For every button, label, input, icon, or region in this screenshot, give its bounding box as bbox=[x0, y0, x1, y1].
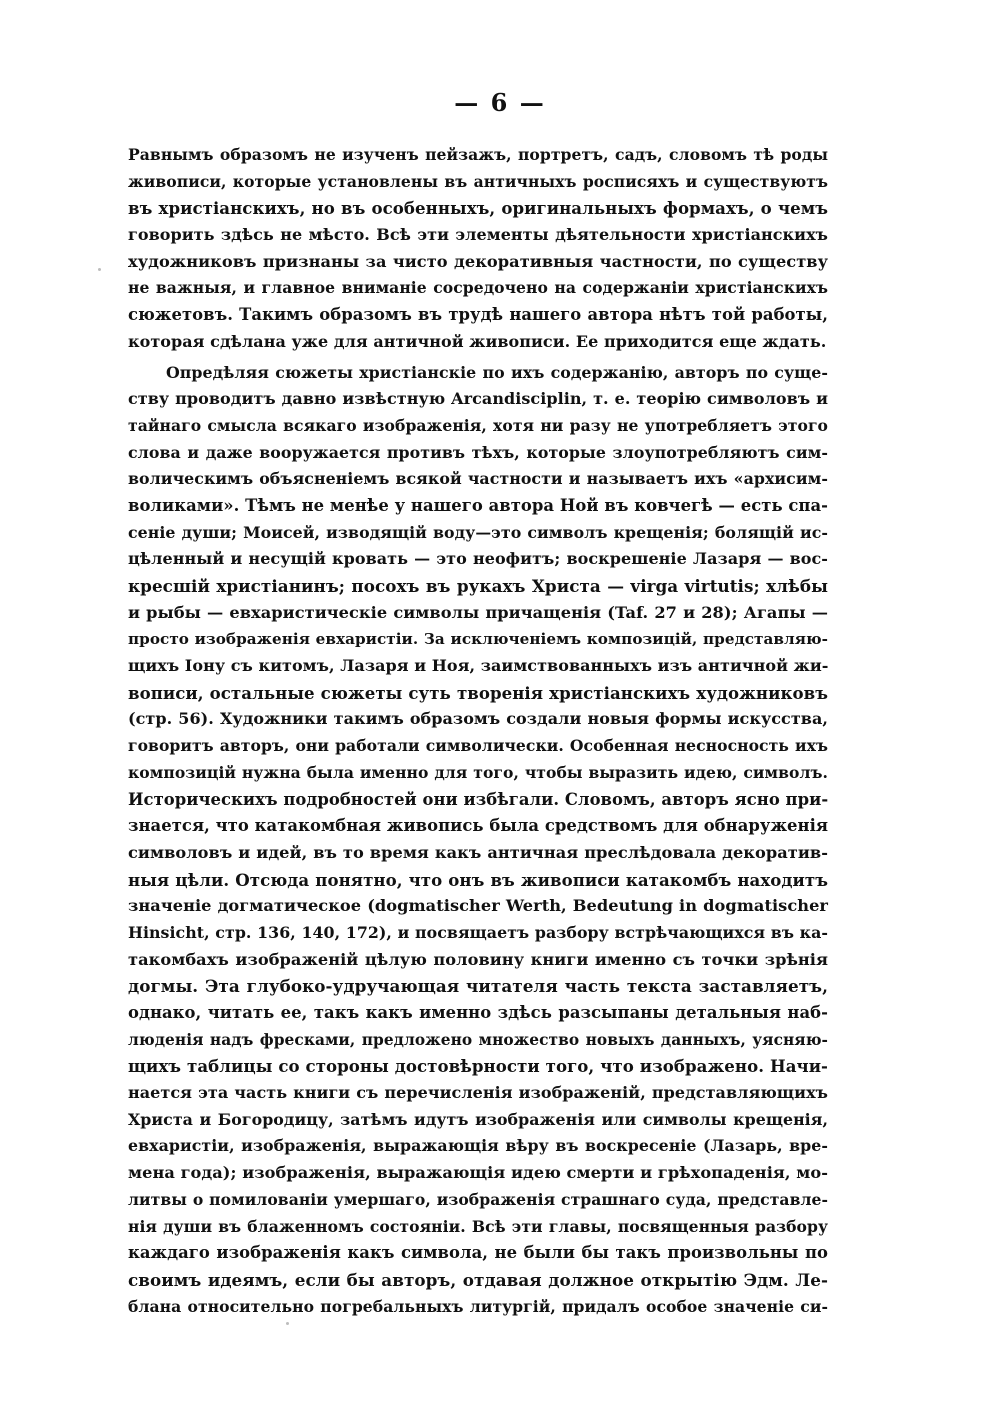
text-line: однако, читать ее, такъ какъ именно здѣсь разсыпаны детальныя наб- bbox=[128, 1003, 828, 1022]
text-line: просто изображенія евхаристіи. За исключеніемъ композицій, представляю- bbox=[128, 630, 828, 649]
text-line: тайнаго смысла всякаго изображенія, хотя ни разу не употребляетъ этого bbox=[128, 415, 828, 435]
page-number: — 6 — bbox=[454, 88, 546, 117]
text-line: Опредѣляя сюжеты христіанскіе по ихъ содержанію, авторъ по суще- bbox=[166, 362, 828, 382]
text-line: значеніе догматическое (dogmatischer Werth, Bedeutung in dogmatischer bbox=[128, 896, 828, 916]
text-line: сеніе души; Моисей, изводящій воду—это символъ крещенія; болящій ис- bbox=[128, 522, 828, 542]
text-line: знается, что катакомбная живопись была средствомъ для обнаруженія bbox=[128, 816, 828, 836]
text-line: Равнымъ образомъ не изученъ пейзажъ, портретъ, садъ, словомъ тѣ роды bbox=[128, 145, 828, 164]
text-line: говоритъ авторъ, они работали символически. Особенная несносность ихъ bbox=[128, 736, 828, 756]
text-line: художниковъ признаны за чисто декоративныя частности, по существу bbox=[128, 251, 828, 271]
text-line: не важныя, и главное вниманіе сосредочено на содержаніи христіанскихъ bbox=[128, 278, 828, 298]
text-line: волическимъ объясненіемъ всякой частности и называетъ ихъ «архисим- bbox=[128, 469, 828, 489]
text-line: каждаго изображенія какъ символа, не были бы такъ произвольны по bbox=[128, 1243, 828, 1263]
text-line: въ христіанскихъ, но въ особенныхъ, оригинальныхъ формахъ, о чемъ bbox=[128, 198, 828, 219]
text-line: нается эта часть книги съ перечисленія изображеній, представляющихъ bbox=[128, 1083, 828, 1103]
body-text bbox=[128, 142, 828, 1320]
paper-speck bbox=[286, 1322, 289, 1325]
text-line: воликами». Тѣмъ не менѣе у нашего автора Ной въ ковчегѣ — есть спа- bbox=[128, 495, 828, 515]
paragraph-2 bbox=[128, 360, 828, 1321]
text-line: Христа и Богородицу, затѣмъ идутъ изображенія или символы крещенія, bbox=[128, 1109, 828, 1129]
text-line: слова и даже вооружается противъ тѣхъ, которые злоупотребляютъ сим- bbox=[128, 442, 828, 462]
text-line: догмы. Эта глубоко-удручающая читателя часть текста заставляетъ, bbox=[128, 976, 828, 997]
paragraph-1 bbox=[128, 142, 828, 356]
text-line: щихъ таблицы со стороны достовѣрности того, что изображено. Начи- bbox=[128, 1056, 828, 1077]
text-line: говорить здѣсь не мѣсто. Всѣ эти элементы дѣятельности христіанскихъ bbox=[128, 225, 828, 245]
text-line: блана относительно погребальныхъ литургій, придалъ особое значеніе си- bbox=[128, 1296, 828, 1316]
text-line: Историческихъ подробностей они избѣгали. Словомъ, авторъ ясно при- bbox=[128, 789, 829, 809]
text-line: Hinsicht, стр. 136, 140, 172), и посвящаетъ разбору встрѣчающихся въ ка- bbox=[128, 922, 828, 942]
text-line: щихъ Іону съ китомъ, Лазаря и Ноя, заимствованныхъ изъ античной жи- bbox=[128, 656, 829, 676]
text-line: мена года); изображенія, выражающія идею смерти и грѣхопаденія, мо- bbox=[128, 1163, 829, 1183]
text-line: символовъ и идей, въ то время какъ античная преслѣдовала декоратив- bbox=[128, 842, 828, 862]
text-line: живописи, которые установлены въ античныхъ росписяхъ и существуютъ bbox=[128, 171, 828, 191]
text-line: и рыбы — евхаристическіе символы причащенія (Taf. 27 и 28); Агапы — bbox=[128, 602, 828, 622]
text-line: кресшій христіанинъ; посохъ въ рукахъ Христа — virga virtutis; хлѣбы bbox=[128, 576, 828, 596]
text-line: которая сдѣлана уже для античной живописи. Ее приходится еще ждать. bbox=[128, 331, 827, 351]
text-line: (стр. 56). Художники такимъ образомъ создали новыя формы искусства, bbox=[128, 709, 828, 729]
text-line: композицій нужна была именно для того, чтобы выразить идею, символъ. bbox=[128, 762, 828, 782]
text-line: литвы о помилованіи умершаго, изображенія страшнаго суда, представле- bbox=[128, 1189, 828, 1209]
text-line: сюжетовъ. Такимъ образомъ въ трудѣ нашего автора нѣтъ той работы, bbox=[128, 305, 828, 325]
text-line: нія души въ блаженномъ состояніи. Всѣ эти главы, посвященныя разбору bbox=[128, 1216, 828, 1236]
text-line: цѣленный и несущій кровать — это неофитъ; воскрешеніе Лазаря — вос- bbox=[128, 549, 828, 569]
text-line: ству проводитъ давно извѣстную Arcandisciplin, т. е. теорію символовъ и bbox=[128, 389, 828, 409]
text-line: вописи, остальные сюжеты суть творенія христіанскихъ художниковъ bbox=[128, 682, 828, 703]
text-line: евхаристіи, изображенія, выражающія вѣру въ воскресеніе (Лазарь, вре- bbox=[128, 1136, 828, 1156]
paper-speck bbox=[98, 268, 101, 271]
text-line: своимъ идеямъ, если бы авторъ, отдавая должное открытію Эдм. Ле- bbox=[128, 1269, 828, 1290]
text-line: ныя цѣли. Отсюда понятно, что онъ въ живописи катакомбъ находитъ bbox=[128, 869, 828, 890]
text-line: люденія надъ фресками, предложено множество новыхъ данныхъ, уясняю- bbox=[128, 1030, 828, 1049]
text-line: такомбахъ изображеній цѣлую половину книги именно съ точки зрѣнія bbox=[128, 949, 828, 969]
